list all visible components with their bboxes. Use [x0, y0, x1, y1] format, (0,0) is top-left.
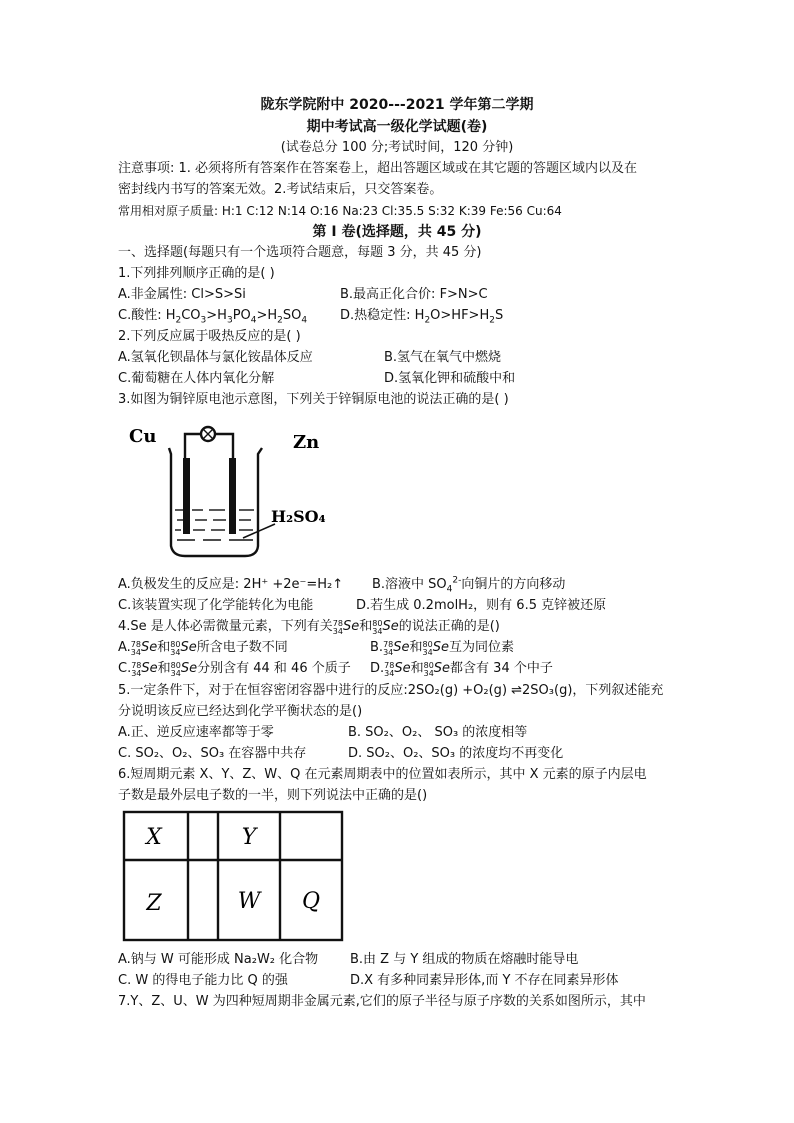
q2-option-d: D.氢氧化钾和硫酸中和 — [384, 371, 516, 386]
galvanic-cell-figure — [125, 418, 340, 566]
q1-option-c: C.酸性: $H_2CO_3>H_3PO_4>H_2SO_4$ — [118, 308, 308, 326]
q6-option-a: A.钠与 W 可能形成 Na₂W₂ 化合物 — [118, 952, 319, 967]
periodic-table-fragment — [122, 810, 346, 942]
q2-option-b: B.氢气在氧气中燃烧 — [384, 350, 502, 365]
atomic-masses: 常用相对原子质量: H:1 C:12 N:14 O:16 Na:23 Cl:35.5 S:32 K:39 Fe:56 Cu:64 — [118, 204, 562, 218]
q4-option-c: C.78 34Se和80 34Se分别含有 44 和 46 个质子 — [118, 661, 351, 678]
q1-option-b: B.最高正化合价: F>N>C — [340, 287, 488, 302]
q6-option-b: B.由 Z 与 Y 组成的物质在熔融时能导电 — [350, 952, 579, 967]
q6-stem-2: 子数是最外层电子数的一半，则下列说法中正确的是() — [118, 788, 428, 803]
q5-stem-2: 分说明该反应已经达到化学平衡状态的是() — [118, 704, 363, 719]
q6-option-c: C. W 的得电子能力比 Q 的强 — [118, 973, 288, 988]
q2-option-c: C.葡萄糖在人体内氧化分解 — [118, 371, 275, 386]
q6-option-d: D.X 有多种同素异形体,而 Y 不存在同素异形体 — [350, 973, 619, 988]
exam-info: (试卷总分 100 分;考试时间，120 分钟) — [280, 140, 514, 155]
q3-stem: 3.如图为铜锌原电池示意图，下列关于锌铜原电池的说法正确的是( ) — [118, 392, 509, 407]
exam-title: 期中考试高一级化学试题(卷) — [306, 119, 488, 135]
zinc-electrode — [229, 458, 236, 534]
q3-option-b: B.溶液中 $SO_4^{2-}$向铜片的方向移动 — [372, 575, 566, 595]
cell-z: Z — [146, 891, 162, 916]
q3-option-c: C.该装置实现了化学能转化为电能 — [118, 598, 314, 613]
q5-option-b: B. SO₂、O₂、 SO₃ 的浓度相等 — [348, 725, 528, 740]
q5-stem-1: 5.一定条件下，对于在恒容密闭容器中进行的反应:2SO₂(g) +O₂(g) ⇌2SO₃(g)，下列叙述能充 — [118, 683, 664, 698]
q4-stem: 4.Se 是人体必需微量元素，下列有关78 34Se和80 34Se的说法正确的是() — [118, 619, 500, 636]
q5-option-a: A.正、逆反应速率都等于零 — [118, 725, 274, 740]
q3-option-d: D.若生成 0.2molH₂，则有 6.5 克锌被还原 — [356, 598, 607, 613]
q4-option-a: A.78 34Se和80 34Se所含电子数不同 — [118, 640, 288, 657]
notes-line-1: 注意事项: 1. 必须将所有答案作在答案卷上，超出答题区域或在其它题的答题区域内以及在 — [118, 161, 638, 176]
q2-option-a: A.氢氧化钡晶体与氯化铵晶体反应 — [118, 350, 313, 365]
cu-label: Cu — [129, 426, 157, 447]
cell-x: X — [146, 825, 162, 850]
q1-option-d: D.热稳定性: $H_2O>HF>H_2S$ — [340, 308, 504, 326]
acid-label: H₂SO₄ — [271, 507, 326, 526]
q4-option-d: D.78 34Se和80 34Se都含有 34 个中子 — [370, 661, 553, 678]
notes-line-2: 密封线内书写的答案无效。2.考试结束后，只交答案卷。 — [118, 182, 443, 197]
cell-q: Q — [301, 889, 321, 914]
zn-label: Zn — [293, 432, 320, 453]
q3-option-a: A.负极发生的反应是: 2H⁺ +2e⁻=H₂↑ — [118, 577, 344, 592]
q5-option-d: D. SO₂、O₂、SO₃ 的浓度均不再变化 — [348, 746, 564, 761]
cell-w: W — [237, 889, 261, 914]
school-title: 陇东学院附中 2020---2021 学年第二学期 — [260, 97, 534, 113]
q6-stem-1: 6.短周期元素 X、Y、Z、W、Q 在元素周期表中的位置如表所示，其中 X 元素的原子内层电 — [118, 767, 647, 782]
q5-option-c: C. SO₂、O₂、SO₃ 在容器中共存 — [118, 746, 307, 761]
section-intro: 一、选择题(每题只有一个选项符合题意，每题 3 分，共 45 分) — [118, 245, 482, 260]
copper-electrode — [183, 458, 190, 534]
q4-option-b: B.78 34Se和80 34Se互为同位素 — [370, 640, 514, 657]
q1-option-a: A.非金属性: Cl>S>Si — [118, 287, 246, 302]
q7-stem: 7.Y、Z、U、W 为四种短周期非金属元素,它们的原子半径与原子序数的关系如图所示，其中 — [118, 994, 646, 1009]
q1-stem: 1.下列排列顺序正确的是( ) — [118, 266, 275, 281]
cell-y: Y — [241, 825, 257, 850]
q2-stem: 2.下列反应属于吸热反应的是( ) — [118, 329, 301, 344]
section-title: 第 I 卷(选择题，共 45 分) — [312, 224, 482, 240]
